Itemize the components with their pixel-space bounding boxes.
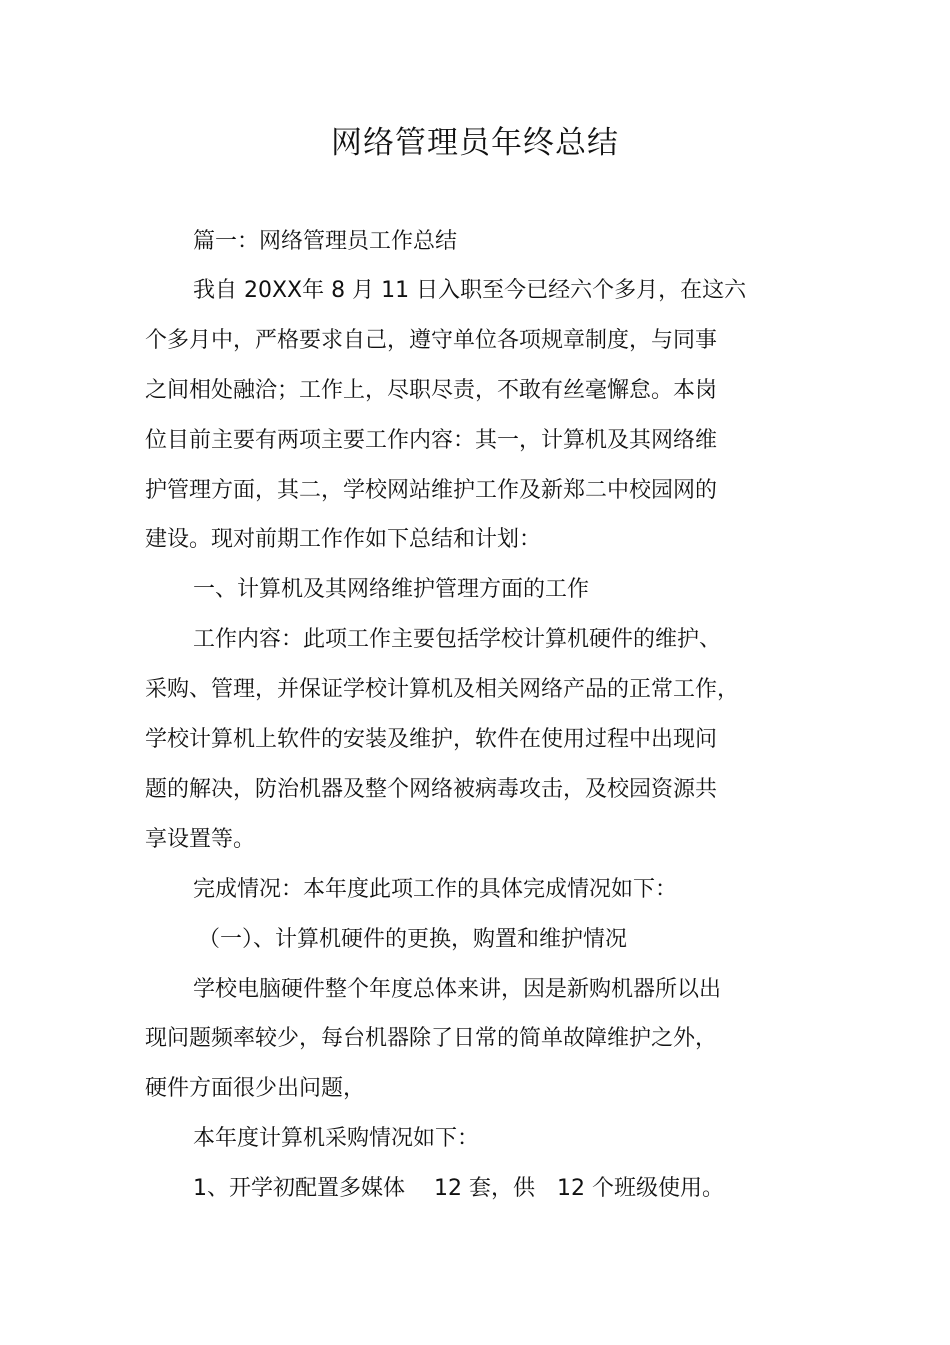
paragraph-line: 享设置等。 xyxy=(145,827,256,852)
paragraph-line: 我自 20XX年 8 月 11 日入职至今已经六个多月，在这六 xyxy=(193,278,747,303)
paragraph-line: 硬件方面很少出问题， xyxy=(145,1076,366,1101)
paragraph-line: 工作内容：此项工作主要包括学校计算机硬件的维护、 xyxy=(193,627,722,652)
paragraph-line: 建设。现对前期工作作如下总结和计划： xyxy=(145,527,542,552)
subsection-heading: （一）、计算机硬件的更换，购置和维护情况 xyxy=(198,927,628,952)
paragraph-line: 之间相处融洽；工作上，尽职尽责，不敢有丝毫懈怠。本岗 xyxy=(145,378,718,403)
paragraph-line: 完成情况：本年度此项工作的具体完成情况如下： xyxy=(193,877,678,902)
paragraph-line: 题的解决，防治机器及整个网络被病毒攻击，及校园资源共 xyxy=(145,777,718,802)
paragraph-line: 护管理方面，其二，学校网站维护工作及新郑二中校园网的 xyxy=(145,478,718,503)
list-item: 1、开学初配置多媒体 12 套，供 12 个班级使用。 xyxy=(193,1176,724,1201)
subsection-heading: 一、计算机及其网络维护管理方面的工作 xyxy=(193,577,590,602)
paragraph-line: 本年度计算机采购情况如下： xyxy=(193,1126,480,1151)
section-heading: 篇一：网络管理员工作总结 xyxy=(193,229,458,254)
paragraph-line: 学校电脑硬件整个年度总体来讲，因是新购机器所以出 xyxy=(193,977,722,1002)
paragraph-line: 采购、管理，并保证学校计算机及相关网络产品的正常工作， xyxy=(145,677,740,702)
paragraph-line: 现问题频率较少，每台机器除了日常的简单故障维护之外， xyxy=(145,1026,718,1051)
document-title: 网络管理员年终总结 xyxy=(331,125,619,161)
paragraph-line: 学校计算机上软件的安装及维护，软件在使用过程中出现问 xyxy=(145,727,718,752)
paragraph-line: 位目前主要有两项主要工作内容：其一，计算机及其网络维 xyxy=(145,428,718,453)
paragraph-line: 个多月中，严格要求自己，遵守单位各项规章制度，与同事 xyxy=(145,328,718,353)
